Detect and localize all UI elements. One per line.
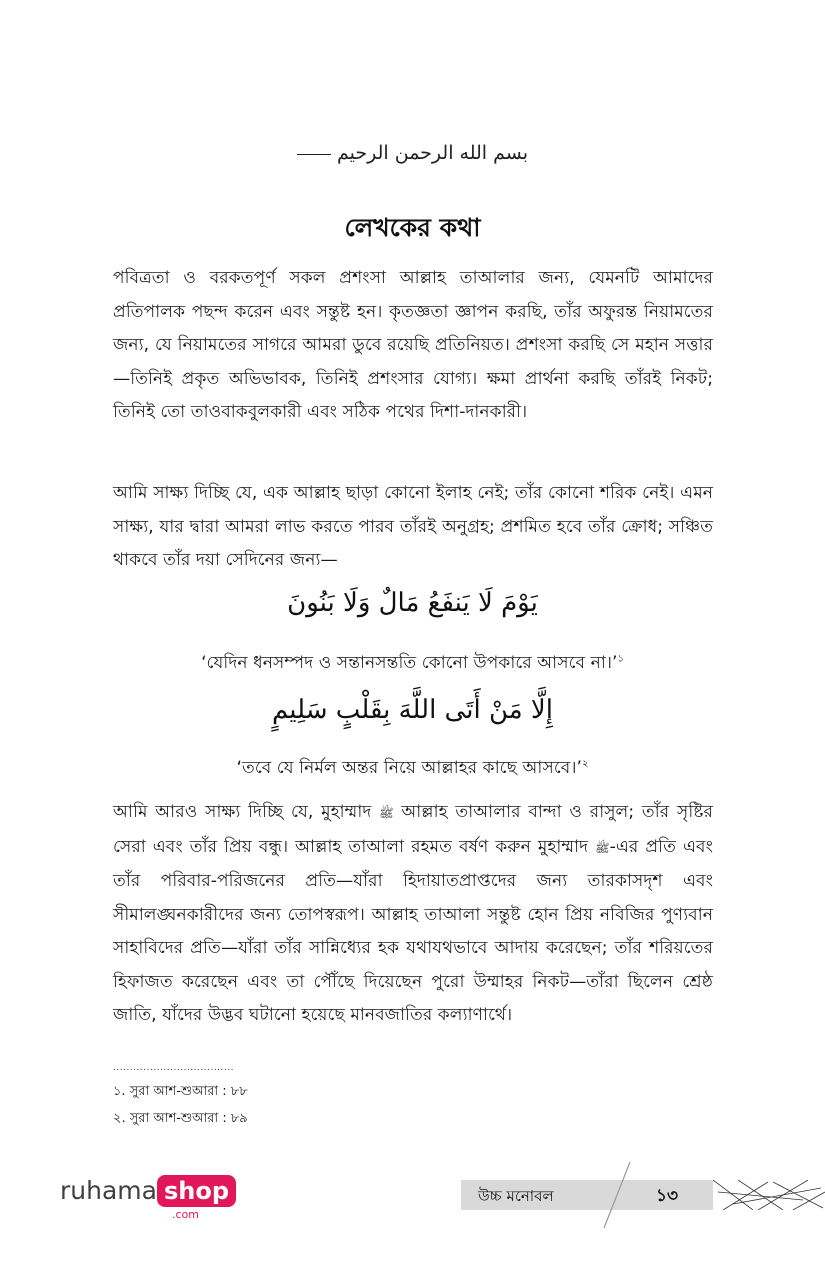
paragraph-prophet-part-1: আমি আরও সাক্ষ্য দিচ্ছি যে, মুহাম্মাদ [113,802,380,822]
paragraph-prophet-part-3: -এর প্রতি এবং তাঁর পরিবার-পরিজনের প্রতি—যাঁরা হিদায়াতপ্রাপ্তদের জন্য তারকাসদৃশ এবং সীমালঙ্ঘনকারীদের জন্য তোপস্বরূপ। আল্লাহ তাআলা সন্তুষ্ট হোন প্রিয় নবিজির পুণ্যবান সাহাবিদের প্রতি—যাঁরা তাঁর সান্নিধ্যের হক যথাযথভাবে আদায় করেছেন; তাঁর শরিয়তের হিফাজত করেছেন এবং তা পৌঁছে দিয়েছেন পুরো উম্মাহর নিকট—তাঁরা ছিলেন শ্রেষ্ঠ জাতি, যাঁদের উদ্ভব ঘটানো হয়েছে মানবজাতির কল্যাণার্থে। [113,836,714,1025]
quran-verse-1: يَوْمَ لَا يَنفَعُ مَالٌ وَلَا بَنُونَ [287,588,538,618]
salawat-symbol: ﷺ [595,840,610,855]
bismillah-text: بسم الله الرحمن الرحيم [337,142,528,164]
paragraph-prophet [113,796,713,1033]
quran-verse-2: إِلَّا مَنْ أَتَى اللَّهَ بِقَلْبٍ سَلِيمٍ [272,695,553,725]
logo-badge: shop [157,1175,236,1207]
ruhamashop-logo[interactable] [60,1175,236,1221]
decorative-lines-icon [713,1180,825,1210]
running-head-book-title: উচ্চ মনোবল [478,1187,554,1205]
verse-translation-2-text: ‘তবে যে নির্মল অন্তর নিয়ে আল্লাহর কাছে আসবে।’ [236,758,582,778]
footnote-ref-1[interactable]: ১ [617,653,624,665]
bismillah-calligraphy [0,142,825,164]
verse-translation-2 [0,755,825,783]
footnote-1: ১. সুরা আশ-শুআরা : ৮৮ [113,1084,248,1099]
paragraph-prophet-part-2: আল্লাহ তাআলার বান্দা ও রাসুল; তাঁর সৃষ্টির সেরা এবং তাঁর প্রিয় বন্ধু। আল্লাহ তাআলা রহমত বর্ষণ করুন মুহাম্মাদ [113,802,713,857]
paragraph-testimony: আমি সাক্ষ্য দিচ্ছি যে, এক আল্লাহ ছাড়া কোনো ইলাহ নেই; তাঁর কোনো শরিক নেই। এমন সাক্ষ্য, যার দ্বারা আমরা লাভ করতে পারব তাঁরই অনুগ্রহ; প্রশমিত হবে তাঁর ক্রোধ; সঞ্চিত থাকবে তাঁর দয়া সেদিনের জন্য— [113,483,713,570]
calligraphy-flourish [297,154,331,155]
footnote-2: ২. সুরা আশ-শুআরা : ৮৯ [113,1111,248,1126]
paragraph-praise: পবিত্রতা ও বরকতপূর্ণ সকল প্রশংসা আল্লাহ তাআলার জন্য, যেমনটি আমাদের প্রতিপালক পছন্দ করেন এবং সন্তুষ্ট হন। কৃতজ্ঞতা জ্ঞাপন করছি, তাঁর অফুরন্ত নিয়ামতের জন্য, যে নিয়ামতের সাগরে আমরা ডুবে রয়েছি প্রতিনিয়ত। প্রশংসা করছি সে মহান সত্তার—তিনিই প্রকৃত অভিভাবক, তিনিই প্রশংসার যোগ্য। ক্ষমা প্রার্থনা করছি তাঁরই নিকট; তিনিই তো তাওবাকবুলকারী এবং সঠিক পথের দিশা-দানকারী। [113,268,713,422]
page-title: লেখকের কথা [344,213,481,242]
verse-translation-1 [0,650,825,678]
footer-slash-icon [602,1160,632,1230]
salawat-symbol: ﷺ [379,806,394,820]
logo-domain: .com [172,1208,199,1221]
logo-wordmark: ruhama [60,1176,157,1205]
footnote-ref-2[interactable]: ২ [581,758,589,770]
verse-translation-1-text: ‘যেদিন ধনসম্পদ ও সন্তানসন্ততি কোনো উপকারে আসবে না।’ [201,653,618,673]
page-number: ১৩ [656,1186,679,1206]
footnote-divider: .................................... [113,1063,234,1073]
